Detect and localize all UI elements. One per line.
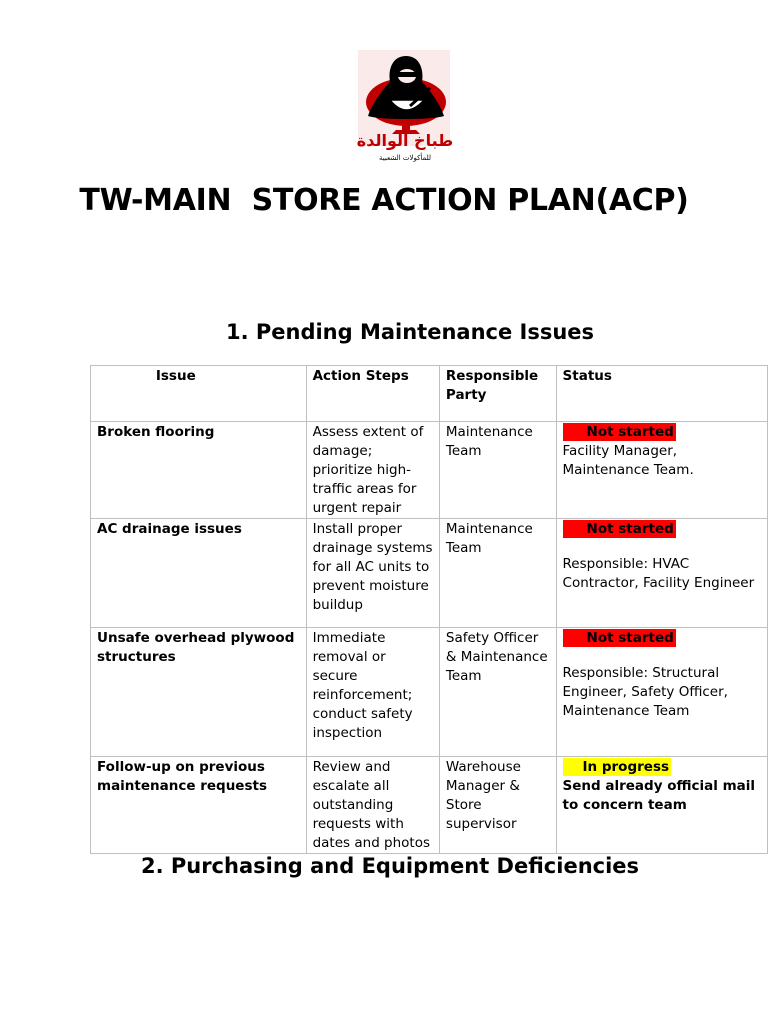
table-row <box>91 628 768 757</box>
section-heading-maintenance: 1. Pending Maintenance Issues <box>225 320 595 344</box>
table-row <box>91 422 768 519</box>
action-cell: Review and escalate all outstanding requests with dates and photos <box>306 757 439 854</box>
issue-cell: Unsafe overhead plywood structures <box>91 628 307 757</box>
status-cell <box>556 628 767 757</box>
status-badge: In progress <box>563 758 671 776</box>
status-note: Send already official mail to concern team <box>562 778 756 813</box>
action-plan-table <box>90 365 768 854</box>
status-cell <box>556 422 767 519</box>
table-row <box>91 757 768 854</box>
status-cell <box>556 757 767 854</box>
chef-woman-logo-icon <box>344 50 466 165</box>
status-badge: Not started <box>563 629 676 647</box>
responsible-cell: Maintenance Team <box>439 422 556 519</box>
status-note: Facility Manager, Maintenance Team. <box>562 443 694 478</box>
table-header-row <box>91 366 768 422</box>
column-header-responsible-party: Responsible Party <box>439 366 556 422</box>
action-cell: Install proper drainage systems for all AC units to prevent moisture buildup <box>306 519 439 628</box>
section-heading-purchasing: 2. Purchasing and Equipment Deficiencies <box>140 854 640 878</box>
responsible-cell: Maintenance Team <box>439 519 556 628</box>
status-note: Responsible: Structural Engineer, Safety Officer, Maintenance Team <box>562 665 728 719</box>
issue-cell: Broken flooring <box>91 422 307 519</box>
responsible-cell: Safety Officer & Maintenance Team <box>439 628 556 757</box>
action-cell: Immediate removal or secure reinforcement; conduct safety inspection <box>306 628 439 757</box>
svg-text:طباخ الوالدة: طباخ الوالدة <box>356 131 454 150</box>
column-header-status: Status <box>556 366 767 422</box>
company-logo <box>344 50 466 165</box>
issue-cell: AC drainage issues <box>91 519 307 628</box>
action-cell: Assess extent of damage; prioritize high-traffic areas for urgent repair <box>306 422 439 519</box>
page-title: TW-MAIN STORE ACTION PLAN(ACP) <box>79 183 689 218</box>
status-note: Responsible: HVAC Contractor, Facility Engineer <box>562 556 755 591</box>
table-row <box>91 519 768 628</box>
column-header-action-steps: Action Steps <box>306 366 439 422</box>
status-cell <box>556 519 767 628</box>
status-badge: Not started <box>563 520 676 538</box>
column-header-issue: Issue <box>91 366 307 422</box>
svg-text:للمأكولات الشعبية: للمأكولات الشعبية <box>378 154 432 162</box>
responsible-cell: Warehouse Manager & Store supervisor <box>439 757 556 854</box>
issue-cell: Follow-up on previous maintenance requests <box>91 757 307 854</box>
status-badge: Not started <box>563 423 676 441</box>
